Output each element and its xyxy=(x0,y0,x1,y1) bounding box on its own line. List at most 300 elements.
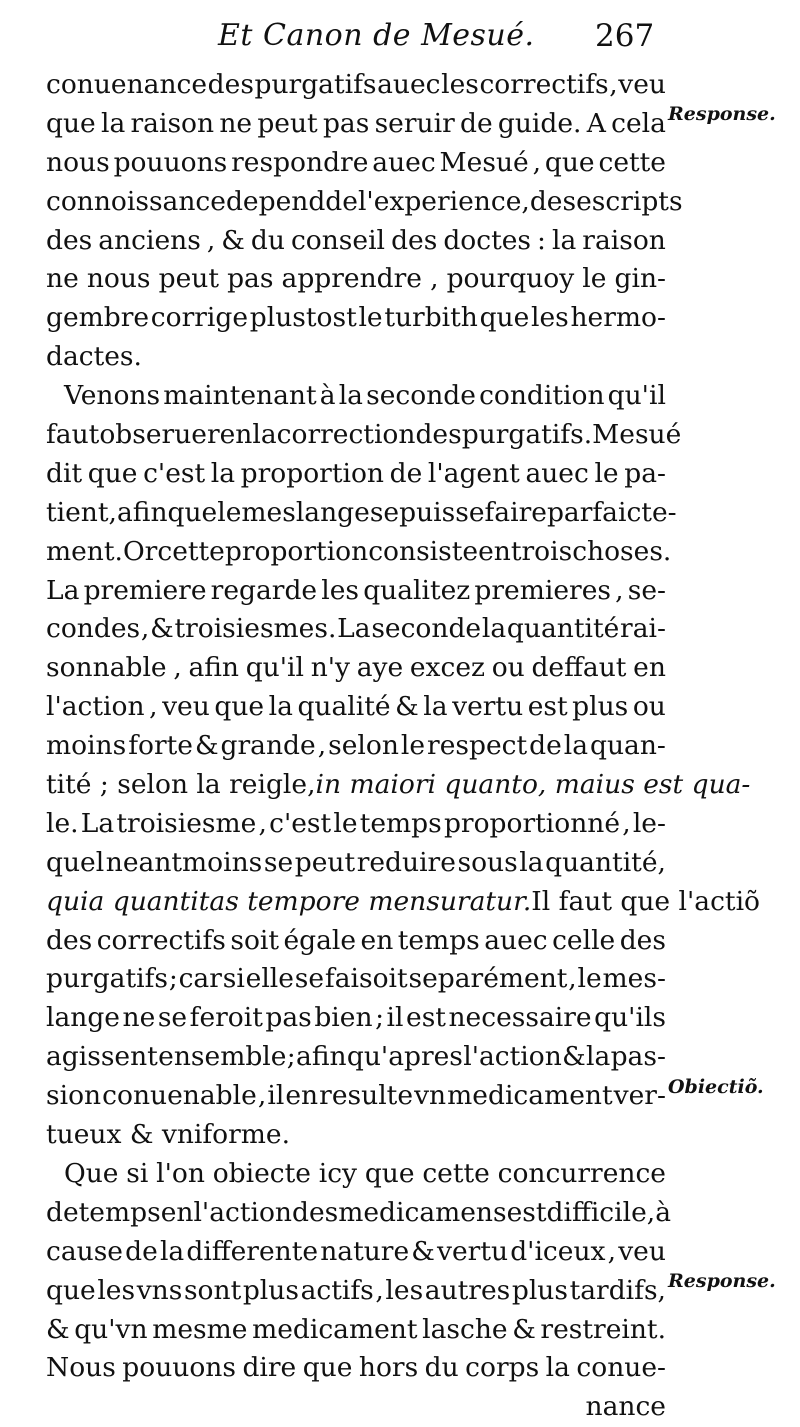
word: ensemble xyxy=(158,1041,287,1073)
word: temps xyxy=(397,924,480,956)
word: gembre xyxy=(46,302,150,334)
word: des xyxy=(529,185,577,217)
text-line xyxy=(46,805,666,844)
word: si xyxy=(222,963,245,995)
word: en xyxy=(633,652,666,684)
word: seconde xyxy=(371,613,482,645)
word: medicamens xyxy=(338,1196,507,1228)
word: mes- xyxy=(602,963,666,995)
word: condes xyxy=(46,613,141,645)
word: , xyxy=(430,263,439,295)
word: conuenance xyxy=(46,69,208,100)
word: des xyxy=(619,924,666,956)
word: pourquoy xyxy=(446,263,575,295)
word: excez xyxy=(409,652,485,684)
word: , xyxy=(257,1080,267,1112)
word: la xyxy=(563,730,589,762)
word: sous xyxy=(457,846,518,878)
word: quantité, xyxy=(545,846,666,878)
word: Venons xyxy=(64,380,161,412)
text-line xyxy=(46,299,666,338)
word: faire xyxy=(484,496,547,528)
text-line xyxy=(46,572,666,611)
word: qu'il xyxy=(607,380,666,412)
word: La xyxy=(80,807,115,839)
word: premieres xyxy=(474,574,611,606)
word: la xyxy=(100,107,126,139)
text-line xyxy=(46,1311,666,1350)
word: restreint. xyxy=(540,1313,666,1345)
word: hermo- xyxy=(570,302,666,334)
word: turbith xyxy=(384,302,478,334)
catchword: nance xyxy=(585,1391,666,1423)
word: ; xyxy=(168,963,178,995)
word: obseruer xyxy=(99,419,220,451)
word: puisse xyxy=(399,496,485,528)
word: , xyxy=(375,1274,384,1306)
word: l'action xyxy=(193,1196,292,1228)
text-line xyxy=(46,610,666,649)
word: le xyxy=(594,457,619,489)
word: , xyxy=(317,730,327,762)
text-line xyxy=(46,688,666,727)
word: c'est xyxy=(269,807,332,839)
word: proportion xyxy=(240,457,384,489)
word: en xyxy=(478,535,511,567)
word: en xyxy=(360,924,394,956)
word: conue- xyxy=(576,1352,666,1384)
margin-note-objection: Obiectiõ. xyxy=(668,1076,764,1098)
word: qu'vn xyxy=(74,1313,148,1345)
word: tient xyxy=(46,496,109,528)
word: & xyxy=(194,730,219,762)
word: que xyxy=(302,1352,353,1384)
word: : xyxy=(537,224,546,256)
word: separément xyxy=(408,963,568,995)
word: ; xyxy=(375,1002,384,1034)
word: peut xyxy=(257,107,318,139)
word: conseil xyxy=(290,224,386,256)
text-line xyxy=(46,455,666,494)
word: soit xyxy=(230,924,280,956)
word: des xyxy=(46,224,93,256)
word: corrige xyxy=(150,302,249,334)
word: le. xyxy=(46,807,79,839)
word: sion xyxy=(46,1080,102,1112)
text-line xyxy=(46,222,666,261)
word: sont xyxy=(183,1274,242,1306)
word: les xyxy=(441,69,479,100)
word: neantmoins xyxy=(105,846,263,878)
word: grande xyxy=(220,730,316,762)
word: que xyxy=(544,146,595,178)
word: l'action xyxy=(463,1041,562,1073)
text-line xyxy=(46,260,666,299)
word: , xyxy=(532,146,542,178)
word: auec xyxy=(525,457,589,489)
word: connoissance xyxy=(46,185,226,217)
word: vertu xyxy=(452,691,524,723)
word: gin- xyxy=(614,263,666,295)
word: lange xyxy=(46,1002,120,1034)
word: celle xyxy=(552,924,616,956)
word: la xyxy=(552,224,577,256)
word: l'on xyxy=(156,1157,205,1189)
word: la xyxy=(519,846,544,878)
word: plus xyxy=(511,1274,568,1306)
word: plus xyxy=(242,1274,299,1306)
word: temps xyxy=(359,807,442,839)
word: anciens xyxy=(98,224,201,256)
word: , xyxy=(206,224,216,256)
word: les xyxy=(530,302,569,334)
word: bien xyxy=(314,1002,373,1034)
word: la xyxy=(585,1041,611,1073)
word: quel xyxy=(46,846,105,878)
word: raison xyxy=(582,224,666,256)
word: proportion xyxy=(224,535,369,567)
text-line xyxy=(46,999,666,1038)
word: est xyxy=(506,1196,547,1228)
word: difficile, xyxy=(546,1196,656,1228)
word: , xyxy=(607,1235,617,1267)
word: aye xyxy=(356,652,404,684)
word: , xyxy=(108,496,117,528)
word: ver- xyxy=(613,1080,666,1112)
word: afin xyxy=(188,652,239,684)
word: regarde xyxy=(210,574,318,606)
word: La xyxy=(337,613,371,645)
word: icy xyxy=(318,1157,358,1189)
word: quantité xyxy=(506,613,620,645)
word: quan- xyxy=(590,730,666,762)
word: A xyxy=(586,107,606,139)
word: que xyxy=(167,496,218,528)
word: plus xyxy=(572,691,629,723)
word: qu'il xyxy=(245,652,304,684)
word: l'experience xyxy=(357,185,522,217)
text-line xyxy=(46,533,672,572)
word: , xyxy=(568,963,577,995)
word: ne xyxy=(219,107,253,139)
word: se xyxy=(294,963,325,995)
running-head xyxy=(0,0,800,70)
word: du xyxy=(250,224,285,256)
word: le xyxy=(582,263,607,295)
word: le xyxy=(333,807,358,839)
word: si xyxy=(126,1157,149,1189)
word: se xyxy=(369,496,400,528)
word: des xyxy=(415,419,462,451)
word: la xyxy=(545,1352,570,1384)
word: , xyxy=(149,691,158,723)
text-line-with-quote xyxy=(46,883,761,922)
word: sonnable xyxy=(46,652,167,684)
word: , xyxy=(521,185,530,217)
word: il xyxy=(386,1002,404,1034)
word: pouuons xyxy=(122,1352,236,1384)
word: que xyxy=(87,457,138,489)
word: le xyxy=(577,963,602,995)
word: ne xyxy=(46,263,79,295)
text-line-with-quote xyxy=(46,766,751,805)
word: car xyxy=(178,963,222,995)
word: que xyxy=(364,1157,415,1189)
word: actifs xyxy=(300,1274,374,1306)
word: veu xyxy=(618,69,666,100)
word: qualitez xyxy=(363,574,471,606)
text-line: tueux & vniforme. xyxy=(46,1119,291,1151)
word: de xyxy=(460,107,493,139)
word: se xyxy=(263,846,294,878)
word: purgatifs.Mesué xyxy=(461,419,682,451)
word: reduire xyxy=(356,846,456,878)
word: & xyxy=(150,613,174,645)
word: correction xyxy=(276,419,416,451)
word: hors xyxy=(358,1352,419,1384)
word: troisiesmes. xyxy=(174,613,337,645)
text-line xyxy=(46,1349,666,1388)
word: seconde xyxy=(366,380,476,412)
word: , xyxy=(609,69,618,100)
word: correctifs xyxy=(479,69,609,100)
word: plustost xyxy=(249,302,357,334)
word: la xyxy=(159,1235,185,1267)
word: nous xyxy=(46,146,110,178)
word: Que xyxy=(64,1157,119,1189)
word: en xyxy=(160,1196,194,1228)
word: afin xyxy=(296,1041,347,1073)
word: en xyxy=(285,1080,319,1112)
word: auec xyxy=(372,146,436,178)
text-line xyxy=(46,416,682,455)
text-line xyxy=(46,922,666,961)
word: la xyxy=(481,613,507,645)
word: proportionné xyxy=(443,807,621,839)
word: differente xyxy=(186,1235,319,1267)
text-line xyxy=(46,844,666,883)
word: purgatifs xyxy=(254,69,377,100)
word: premiere xyxy=(83,574,207,606)
word: meslange xyxy=(241,496,370,528)
word: , xyxy=(140,613,150,645)
word: apprendre xyxy=(281,263,422,295)
word: pas xyxy=(322,107,370,139)
word: veu xyxy=(162,691,210,723)
word: autres xyxy=(424,1274,511,1306)
word: veu xyxy=(618,1235,666,1267)
word: c'est xyxy=(143,457,206,489)
word: cette xyxy=(422,1157,490,1189)
paragraph-start xyxy=(46,377,666,416)
word: qu'apres xyxy=(346,1041,463,1073)
word: qu'ils xyxy=(594,1002,666,1034)
text-line xyxy=(46,144,666,183)
word: obiecte xyxy=(212,1157,311,1189)
word: ou xyxy=(491,652,525,684)
word: se- xyxy=(627,574,666,606)
word: il xyxy=(267,1080,285,1112)
word: & xyxy=(512,1313,536,1345)
text-line xyxy=(46,727,666,766)
margin-note-response-2: Response. xyxy=(668,1270,776,1292)
text-line xyxy=(46,649,666,688)
word: ment.Or xyxy=(46,535,158,567)
word: vertu xyxy=(437,1235,509,1267)
text-line: dactes. xyxy=(46,341,142,373)
word: n'y xyxy=(310,652,351,684)
word: depend xyxy=(225,185,326,217)
word: la xyxy=(210,457,236,489)
word: medicament xyxy=(447,1080,613,1112)
word: raison xyxy=(130,107,215,139)
word: conuenable xyxy=(102,1080,257,1112)
word: nous xyxy=(86,263,151,295)
word: les xyxy=(385,1274,424,1306)
word: la xyxy=(338,380,363,412)
text-line xyxy=(46,1038,666,1077)
word: vn xyxy=(414,1080,447,1112)
word: & xyxy=(46,1313,70,1345)
word: de xyxy=(529,730,562,762)
word: est xyxy=(406,1002,446,1034)
word: troisiesme xyxy=(116,807,257,839)
word: consiste xyxy=(368,535,479,567)
word: & xyxy=(221,224,245,256)
word: Nous xyxy=(46,1352,116,1384)
word: choses. xyxy=(572,535,672,567)
page-number: 267 xyxy=(595,18,655,54)
word: se xyxy=(157,1002,188,1034)
word: ; xyxy=(286,1041,296,1073)
word: escripts xyxy=(576,185,683,217)
word: maintenant xyxy=(163,380,317,412)
word: cause xyxy=(46,1235,123,1267)
word: le xyxy=(400,730,426,762)
word: , xyxy=(173,652,182,684)
text-line xyxy=(46,66,666,105)
word: corps xyxy=(465,1352,540,1384)
word: le xyxy=(358,302,383,334)
word: en xyxy=(219,419,253,451)
word: le- xyxy=(632,807,666,839)
word: auec xyxy=(484,924,548,956)
text-line xyxy=(46,183,683,222)
word: des xyxy=(207,69,254,100)
word: à xyxy=(655,1196,671,1228)
word: vns xyxy=(136,1274,183,1306)
word: respect xyxy=(427,730,528,762)
text-segment: Il faut que l'actiõ xyxy=(531,885,761,917)
word: faisoit xyxy=(324,963,408,995)
word: que xyxy=(214,691,265,723)
word: que xyxy=(46,107,96,139)
word: qualité xyxy=(297,691,391,723)
word: agissent xyxy=(46,1041,158,1073)
word: de xyxy=(325,185,358,217)
word: seruir xyxy=(374,107,455,139)
text-line xyxy=(46,1194,671,1233)
text-line xyxy=(46,1272,666,1311)
text-line xyxy=(46,494,677,533)
word: auec xyxy=(377,69,441,100)
word: condition xyxy=(479,380,605,412)
word: que xyxy=(46,1274,96,1306)
word: la xyxy=(423,691,448,723)
word: lasche xyxy=(422,1313,508,1345)
word: l'agent xyxy=(427,457,520,489)
word: que xyxy=(479,302,530,334)
word: l'action xyxy=(46,691,145,723)
word: rai- xyxy=(620,613,666,645)
word: concurrence xyxy=(497,1157,666,1189)
word: cela xyxy=(611,107,666,139)
word: dire xyxy=(242,1352,297,1384)
word: elle xyxy=(245,963,294,995)
word: les xyxy=(97,1274,136,1306)
word: selon xyxy=(328,730,399,762)
word: purgatifs xyxy=(46,963,168,995)
word: afin xyxy=(116,496,168,528)
word: cette xyxy=(157,535,225,567)
word: doctes xyxy=(443,224,532,256)
word: des xyxy=(46,924,93,956)
word: , xyxy=(615,574,624,606)
margin-note-response: Response. xyxy=(668,103,776,125)
word: la xyxy=(252,419,277,451)
word: medicament xyxy=(252,1313,418,1345)
word: pouuons xyxy=(113,146,228,178)
text-line xyxy=(46,1233,666,1272)
word: de xyxy=(46,1196,79,1228)
word: forte xyxy=(128,730,193,762)
word: pa- xyxy=(624,457,666,489)
word: pas xyxy=(265,1002,312,1034)
text-line xyxy=(46,105,666,144)
word: nature xyxy=(320,1235,410,1267)
word: Mesué xyxy=(439,146,529,178)
word: La xyxy=(46,574,80,606)
word: de xyxy=(125,1235,158,1267)
word: des xyxy=(291,1196,339,1228)
word: du xyxy=(424,1352,459,1384)
word: deffaut xyxy=(531,652,627,684)
word: les xyxy=(321,574,360,606)
word: tardifs, xyxy=(569,1274,666,1306)
word: dit xyxy=(46,457,83,489)
word: resulte xyxy=(319,1080,413,1112)
word: necessaire xyxy=(448,1002,592,1034)
word: , xyxy=(258,807,267,839)
word: ou xyxy=(632,691,666,723)
word: des xyxy=(391,224,438,256)
word: pas xyxy=(227,263,274,295)
word: & xyxy=(395,691,419,723)
text-segment: tité ; selon la reigle, xyxy=(46,769,316,801)
word: peut xyxy=(158,263,219,295)
text-line xyxy=(46,960,666,999)
word: de xyxy=(389,457,423,489)
word: égale xyxy=(283,924,357,956)
word: & xyxy=(411,1235,435,1267)
latin-quote: in maiori quanto, maius est qua- xyxy=(315,769,751,801)
word: parfaicte- xyxy=(546,496,677,528)
word: trois xyxy=(510,535,573,567)
word: d'iceux xyxy=(510,1235,606,1267)
paragraph-start xyxy=(46,1155,666,1194)
word: guide. xyxy=(497,107,582,139)
text-line xyxy=(46,1077,666,1116)
